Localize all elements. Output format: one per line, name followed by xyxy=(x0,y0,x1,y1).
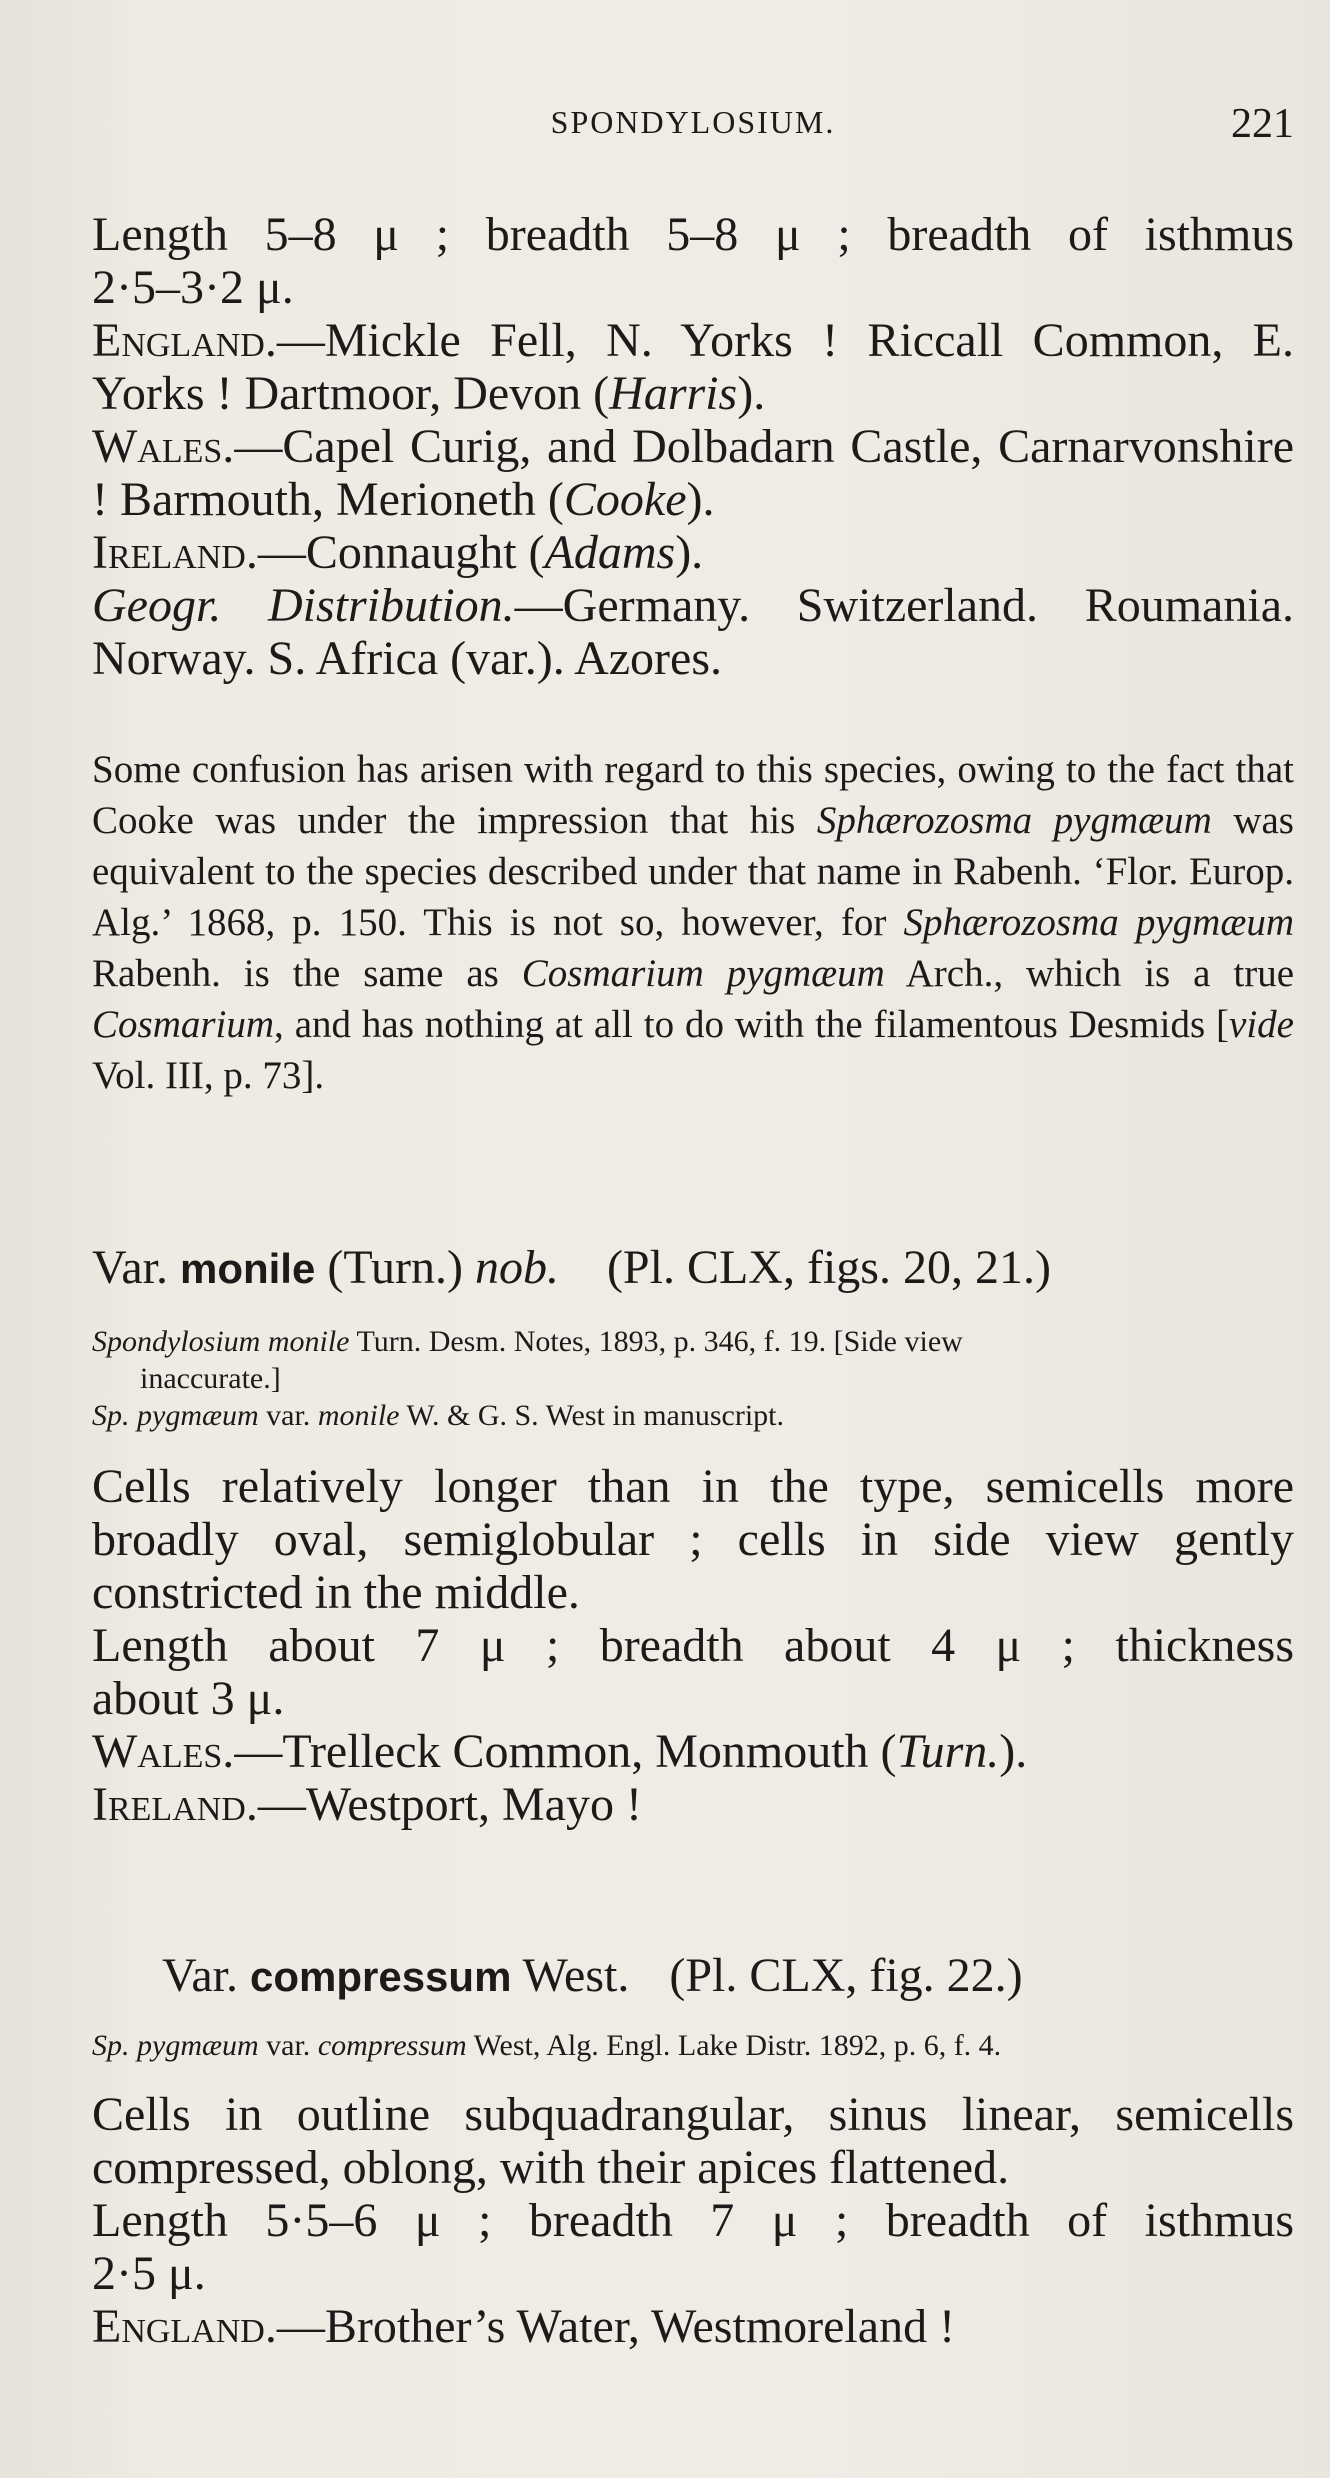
synonym-2: Sp. pygmæum var. monile W. & G. S. West in manuscript. xyxy=(92,1399,785,1432)
synonymy xyxy=(92,1323,1294,1434)
confusion-note xyxy=(92,744,1294,1101)
measurements-line-2: 2·5–3·2 μ. xyxy=(92,261,294,314)
variety-heading: Var. compressum West. (Pl. CLX, fig. 22.) xyxy=(162,1949,1023,2002)
geographic-distribution: Geogr. Distribution.—Germany. Switzerland. Roumania. Norway. S. Africa (var.). Azores. xyxy=(92,579,1294,685)
region-label: England. xyxy=(92,2300,277,2353)
variety-name: compressum xyxy=(249,1953,512,2000)
synonymy xyxy=(92,2027,1294,2064)
england-record: England.—Mickle Fell, N. Yorks ! Riccall Common, E. Yorks ! Dartmoor, Devon (Harris). xyxy=(92,314,1294,420)
plate-reference: (Pl. CLX, figs. 20, 21.) xyxy=(606,1241,1051,1294)
description-text: Cells in outline subquadrangular, sinus linear, semicells compressed, oblong, with their apices flattened. xyxy=(92,2088,1294,2194)
england-record: England.—Brother’s Water, Westmoreland ! xyxy=(92,2300,956,2353)
note-paragraph: Some confusion has arisen with regard to this species, owing to the fact that Cooke was under the impression that his Sphærozosma pygmæum was equivalent to the species described under that name in Rabenh. ‘Flor. Europ. Alg.’ 1868, p. 150. This is not so, however, for Sphærozosma pygmæum Rabenh. is the same as Cosmarium pygmæum Arch., which is a true Cosmarium, and has nothing at all to do with the filamentous Desmids [vide Vol. III, p. 73]. xyxy=(92,748,1295,1097)
region-label: England. xyxy=(92,314,277,367)
measurements-line: Length 5·5–6 μ ; breadth 7 μ ; breadth of isthmus xyxy=(92,2194,1294,2247)
variety-monile xyxy=(92,1240,1294,1831)
region-label: Wales. xyxy=(92,1725,235,1778)
wales-record: Wales.—Trelleck Common, Monmouth (Turn.). xyxy=(92,1725,1028,1778)
description-text: Cells relatively longer than in the type, semicells more broadly oval, semiglobular ; cells in side view gently constricted in the middle. xyxy=(92,1460,1294,1619)
synonym-1-cont: inaccurate.] xyxy=(140,1362,281,1395)
measurements-line: Length 5–8 μ ; breadth 5–8 μ ; breadth of isthmus xyxy=(92,208,1294,261)
variety-description xyxy=(92,1460,1294,1831)
variety-name: monile xyxy=(179,1245,316,1292)
ireland-record: Ireland.—Connaught (Adams). xyxy=(92,526,704,579)
page-header xyxy=(92,100,1294,160)
region-label: Ireland. xyxy=(92,526,258,579)
running-head: SPONDYLOSIUM. xyxy=(550,104,836,140)
variety-description xyxy=(92,2088,1294,2353)
measurements-line: Length about 7 μ ; breadth about 4 μ ; thickness xyxy=(92,1619,1294,1672)
variety-compressum xyxy=(92,1948,1294,2353)
ireland-record: Ireland.—Westport, Mayo ! xyxy=(92,1778,642,1831)
measurements-line-2: about 3 μ. xyxy=(92,1672,285,1725)
variety-heading: Var. monile (Turn.) nob. (Pl. CLX, figs. 20, 21.) xyxy=(92,1241,1051,1294)
plate-reference: (Pl. CLX, fig. 22.) xyxy=(669,1949,1023,2002)
synonym-1: Spondylosium monile Turn. Desm. Notes, 1893, p. 346, f. 19. [Side view xyxy=(92,1325,963,1358)
region-label: Wales. xyxy=(92,420,235,473)
synonym-1: Sp. pygmæum var. compressum West, Alg. Engl. Lake Distr. 1892, p. 6, f. 4. xyxy=(92,2029,1002,2062)
region-label: Ireland. xyxy=(92,1778,258,1831)
measurements-line-2: 2·5 μ. xyxy=(92,2247,206,2300)
species-continuation xyxy=(92,208,1294,685)
page-number: 221 xyxy=(1231,101,1294,147)
wales-record: Wales.—Capel Curig, and Dolbadarn Castle, Carnarvonshire ! Barmouth, Merioneth (Cooke). xyxy=(92,420,1294,526)
